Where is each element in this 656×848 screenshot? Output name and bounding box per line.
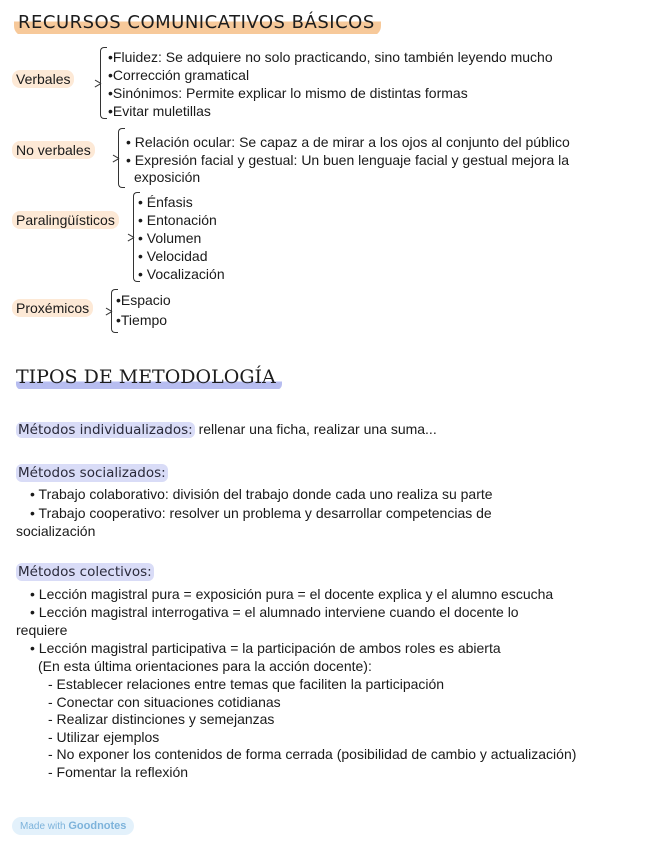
made-with-goodnotes-badge <box>12 817 134 835</box>
list-item: • Volumen <box>138 230 202 246</box>
text-line: (En esta última orientaciones para la acción docente): <box>38 658 372 674</box>
list-item: •Corrección gramatical <box>108 67 250 83</box>
label-colectivos: Métodos colectivos: <box>18 564 152 580</box>
brace-no-verbales <box>118 128 125 188</box>
list-item: •Fluidez: Se adquiere no solo practicando, sino también leyendo mucho <box>108 49 553 65</box>
list-item: • Énfasis <box>138 194 193 210</box>
text-line: - No exponer los contenidos de forma cerrada (posibilidad de cambio y actualización) <box>48 746 577 762</box>
list-item: • Vocalización <box>138 266 225 282</box>
text-line: • Trabajo colaborativo: división del trabajo donde cada uno realiza su parte <box>30 486 493 502</box>
individualizados-text: rellenar una ficha, realizar una suma... <box>194 421 437 437</box>
list-item: exposición <box>134 169 201 185</box>
text-line: - Establecer relaciones entre temas que faciliten la participación <box>48 676 445 692</box>
brace-verbales <box>100 47 107 119</box>
text-line: - Utilizar ejemplos <box>48 729 160 745</box>
goodnotes-brand: Goodnotes <box>68 820 127 832</box>
text-line: socialización <box>16 523 96 539</box>
text-line: - Realizar distinciones y semejanzas <box>48 711 275 727</box>
list-item: •Sinónimos: Permite explicar lo mismo de distintas formas <box>108 85 468 101</box>
text-line: - Fomentar la reflexión <box>48 764 189 780</box>
list-item: •Evitar muletillas <box>108 103 211 119</box>
text-line: - Conectar con situaciones cotidianas <box>48 694 281 710</box>
list-item: •Espacio <box>116 292 171 308</box>
text-line: • Lección magistral interrogativa = el alumnado interviene cuando el docente lo <box>30 604 519 620</box>
list-item: •Tiempo <box>116 312 168 328</box>
text-line: • Trabajo cooperativo: resolver un problema y desarrollar competencias de <box>30 505 492 521</box>
category-paralinguisticos: Paralingüísticos <box>12 211 119 229</box>
category-no-verbales: No verbales <box>12 141 95 159</box>
list-item: • Expresión facial y gestual: Un buen lenguaje facial y gestual mejora la <box>126 152 570 168</box>
individualizados-line <box>16 420 437 439</box>
label-socializados: Métodos socializados: <box>18 465 166 481</box>
category-verbales: Verbales <box>12 70 74 88</box>
label-individualizados: Métodos individualizados: <box>18 422 193 438</box>
made-with-label: Made with <box>20 821 66 832</box>
text-line: requiere <box>16 622 68 638</box>
list-item: • Relación ocular: Se capaz a de mirar a los ojos al conjunto del público <box>126 134 570 150</box>
section-title-metodologia: TIPOS DE METODOLOGÍA <box>16 364 282 390</box>
category-proxemicos: Proxémicos <box>12 299 93 317</box>
list-item: • Entonación <box>138 212 217 228</box>
text-line: • Lección magistral participativa = la participación de ambos roles es abierta <box>30 640 501 656</box>
list-item: • Velocidad <box>138 248 208 264</box>
text-line: • Lección magistral pura = exposición pura = el docente explica y el alumno escucha <box>30 586 554 602</box>
section-title-recursos: RECURSOS COMUNICATIVOS BÁSICOS <box>14 10 381 36</box>
